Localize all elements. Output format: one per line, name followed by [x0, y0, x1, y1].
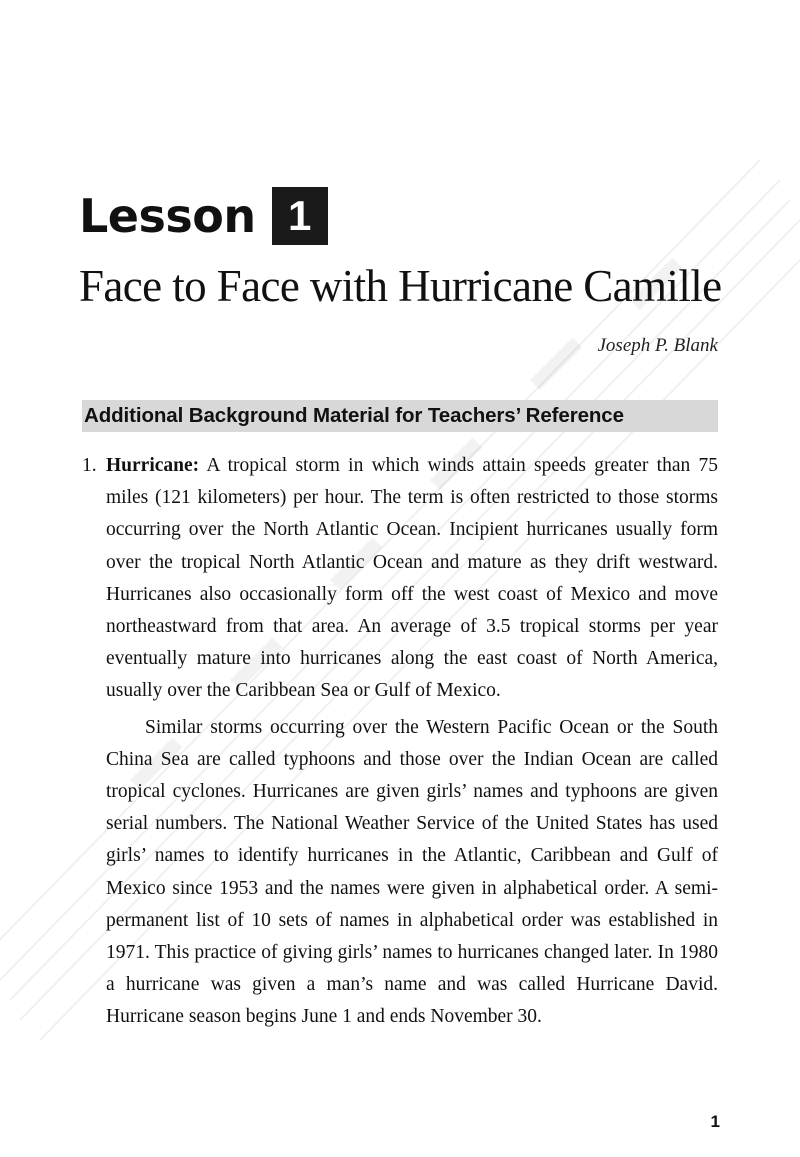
lesson-heading — [79, 186, 328, 246]
item-paragraph-2: Similar storms occurring over the Western Pacific Ocean or the South China Sea are called typhoons and those over the Indian Ocean are called tropical cyclones. Hurricanes are given girls’ names and typhoons are given serial numbers. The National Weather Service of the United States has used girls’ names to identify hurricanes in the Atlantic, Caribbean and Gulf of Mexico since 1953 and the names were given in alphabetical order. A semi-permanent list of 10 sets of names in alphabetical order was established in 1971. This practice of giving girls’ names to hurricanes changed later. In 1980 a hurricane was given a man’s name and was called Hurricane David. Hurricane season begins June 1 and ends November 30. — [106, 716, 718, 1028]
background-material — [82, 450, 718, 1034]
section-heading: Additional Background Material for Teachers’ Reference — [84, 404, 624, 427]
item-definition: A tropical storm in which winds attain speeds greater than 75 miles (121 kilometers) per hour. The term is often restricted to those storms occurring over the North Atlantic Ocean. Incipient hurricanes usually form over the tropical North Atlantic Ocean and mature as they drift westward. Hurricanes also occasionally form off the west coast of Mexico and move northeastward from that area. An average of 3.5 tropical storms per year eventually mature into hurricanes along the east coast of North America, usually over the Caribbean Sea or Gulf of Mexico. — [106, 455, 718, 702]
item-number: 1. — [82, 455, 97, 476]
author-byline: Joseph P. Blank — [597, 335, 718, 356]
list-item — [82, 450, 718, 1034]
item-body — [106, 450, 718, 1034]
lesson-label: Lesson — [79, 189, 256, 243]
item-paragraph-1 — [106, 450, 718, 708]
item-term: Hurricane: — [106, 455, 200, 476]
lesson-number-badge: 1 — [272, 187, 328, 245]
section-header-bar — [82, 400, 718, 432]
lesson-title: Face to Face with Hurricane Camille — [79, 261, 722, 311]
page-number: 1 — [710, 1112, 720, 1131]
